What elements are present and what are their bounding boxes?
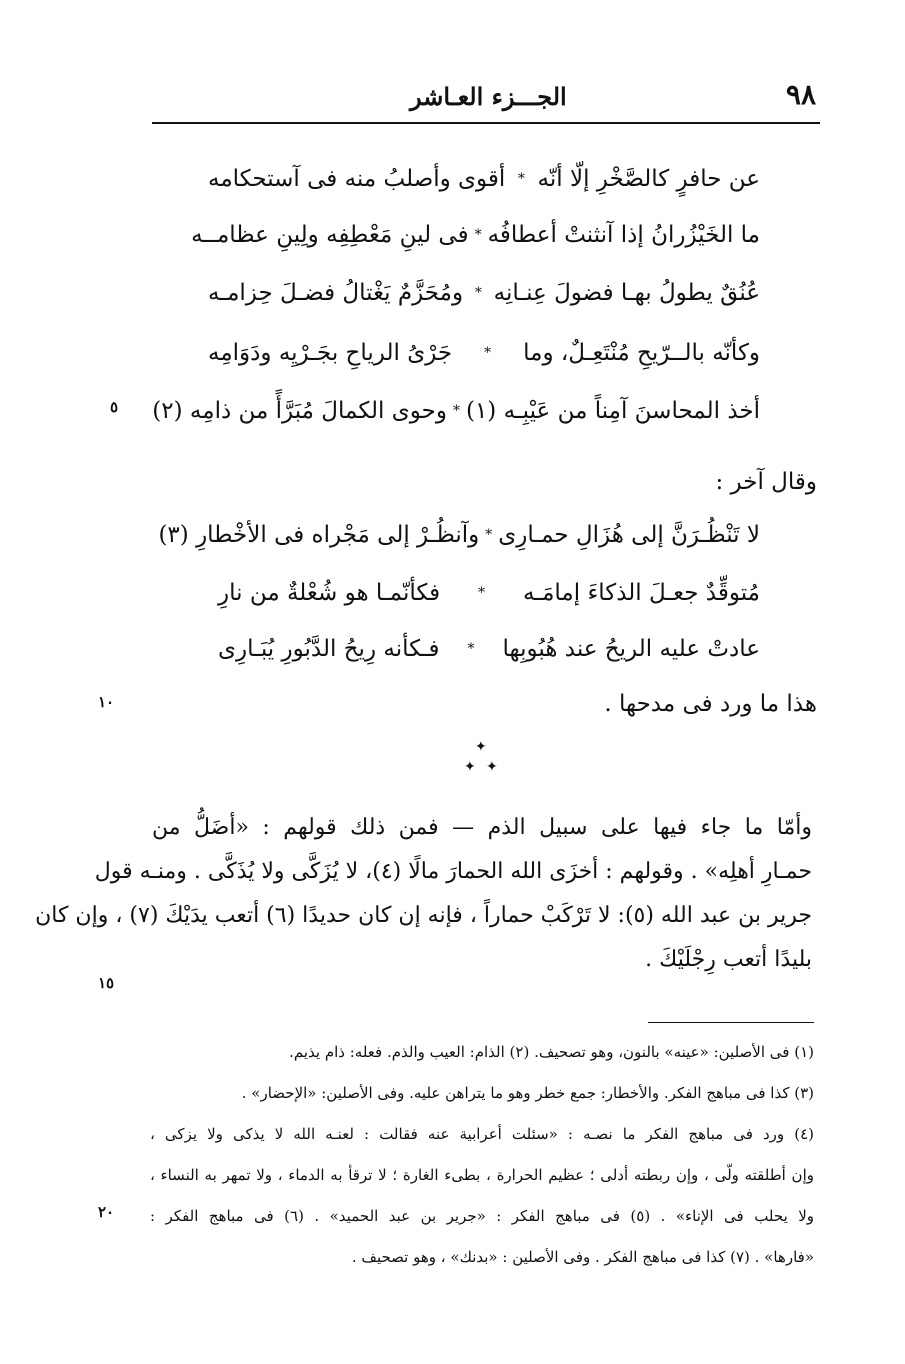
prose-line: حمـارِ أهلِه» . وقولهم : أخزَى الله الحمارَ مالًا (٤)، لا يُزَكَّى ولا يُذَكَّى . ومنـه قول	[94, 859, 812, 884]
footnote-line: (٣) كذا فى مباهج الفكر. والأخطار: جمع خطر وهو ما يتراهن عليه. وفى الأصلين: «الإحضار» .	[241, 1084, 814, 1102]
verse-second-hemistich: جَرْىُ الرياحِ بجَـرْيِه ودَوَامِه	[208, 340, 453, 366]
page-number: ٩٨	[785, 78, 816, 111]
prose-line: بليدًا أتعب رِجْلَيْكَ .	[645, 947, 812, 972]
verse-first-hemistich: لا تَنْظُـرَنَّ إلى هُزَالِ حمـارِى	[498, 522, 760, 548]
running-title: الجـــزء العـاشر	[410, 82, 567, 111]
verse-first-hemistich: عن حافرٍ كالصَّخْرِ إلّا أنّه	[537, 166, 760, 192]
verse	[218, 626, 760, 672]
verse-first-hemistich: مُتوقِّدٌ جعـلَ الذكاءَ إمامَـه	[523, 580, 760, 606]
verse-separator: *	[478, 585, 486, 601]
ornament-star-icon: ✦	[475, 739, 487, 755]
prose-line: وأمّا ما جاء فيها على سبيل الذم — فمن ذلك قولهم : «أضَلُّ من	[152, 815, 812, 840]
verse-first-hemistich: أخذ المحاسنَ آمِناً من عَيْبِـه (١)	[465, 398, 760, 424]
ornament-star-icon: ✦	[464, 759, 476, 775]
footnote-line: (٤) ورد فى مباهج الفكر ما نصـه : «سئلت أعرابية عنه فقالت : لعنـه الله لا يذكى ولا يزكى ،	[150, 1125, 814, 1143]
verse-first-hemistich: ما الخَيْزُرانُ إذا آنثنتْ أعطافُه	[487, 222, 760, 248]
verse-second-hemistich: فى لينِ مَعْطِفِه ولِينِ عظامــه	[191, 222, 469, 248]
verse-separator: *	[452, 403, 460, 419]
verse-separator: *	[517, 171, 525, 187]
footnotes	[150, 1032, 814, 1278]
line-number-5: ٥	[110, 398, 119, 416]
footnote-line: وإن أطلقته ولّى ، وإن ربطته أدلى ؛ عظيم الحرارة ، بطىء الغارة ؛ لا ترقأ به الدماء ، ولا تمهر به النساء ،	[150, 1166, 814, 1184]
verse-separator: *	[474, 285, 482, 301]
verse-first-hemistich: وكأنّه بالــرّيحِ مُنْتَعِـلٌ، وما	[523, 340, 760, 366]
verse	[208, 270, 760, 316]
line-number-20: ٢٠	[98, 1203, 115, 1221]
footnote-line: ولا يحلب فى الإناء» . (٥) فى مباهج الفكر : «جرير بن عبد الحميد» . (٦) فى مباهج الفكر :	[150, 1207, 814, 1225]
footnote-line: «فارها» . (٧) كذا فى مباهج الفكر . وفى الأصلين : «بدنك» ، وهو تصحيف .	[351, 1248, 814, 1266]
verse	[218, 570, 760, 616]
verse-separator: *	[474, 227, 482, 243]
line-number-10: ١٠	[98, 693, 115, 711]
footnote-divider	[648, 1022, 814, 1023]
verse-second-hemistich: وآنظُـرْ إلى مَجْراه فى الأخْطارِ (٣)	[158, 522, 480, 548]
line-number-15: ١٥	[98, 974, 115, 992]
verse-separator: *	[467, 641, 475, 657]
verse-second-hemistich: فـكأنه رِيحُ الدَّبُورِ يُبَـارِى	[218, 636, 440, 662]
prose-paragraph	[35, 806, 812, 982]
section-ornament	[462, 738, 502, 778]
ornament-star-icon: ✦	[486, 759, 498, 775]
verse-first-hemistich: عادتْ عليه الريحُ عند هُبُوبِها	[502, 636, 760, 662]
verse	[208, 330, 760, 376]
poem-intro: وقال آخر :	[715, 469, 817, 495]
verse-second-hemistich: فكأنّمـا هو شُعْلةٌ من نارِ	[218, 580, 441, 606]
verse	[208, 156, 760, 202]
verse-separator: *	[485, 527, 493, 543]
prose-line: جرير بن عبد الله (٥): لا تَرْكَبْ حماراً ، فإنه إن كان حديدًا (٦) أتعب يدَيْكَ (٧) ، وإن كان	[35, 903, 812, 928]
verse	[191, 212, 760, 258]
verse-separator: *	[484, 345, 492, 361]
footnote-line: (١) فى الأصلين: «عينه» بالنون، وهو تصحيف. (٢) الذام: العيب والذم. فعله: ذام يذيم.	[289, 1043, 814, 1061]
verse	[152, 388, 760, 434]
verse-second-hemistich: أقوى وأصلبُ منه فى آستحكامه	[208, 166, 506, 192]
closing-line: هذا ما ورد فى مدحها .	[604, 691, 817, 717]
verse	[158, 512, 760, 558]
page-header	[152, 78, 820, 124]
verse-first-hemistich: عُنُقٌ يطولُ بهـا فضولَ عِنـانِه	[493, 280, 760, 306]
verse-second-hemistich: ومُحَزَّمٌ يَغْتالُ فضـلَ حِزامـه	[208, 280, 464, 306]
verse-second-hemistich: وحوى الكمالَ مُبَرَّأً من ذامِه (٢)	[152, 398, 447, 424]
